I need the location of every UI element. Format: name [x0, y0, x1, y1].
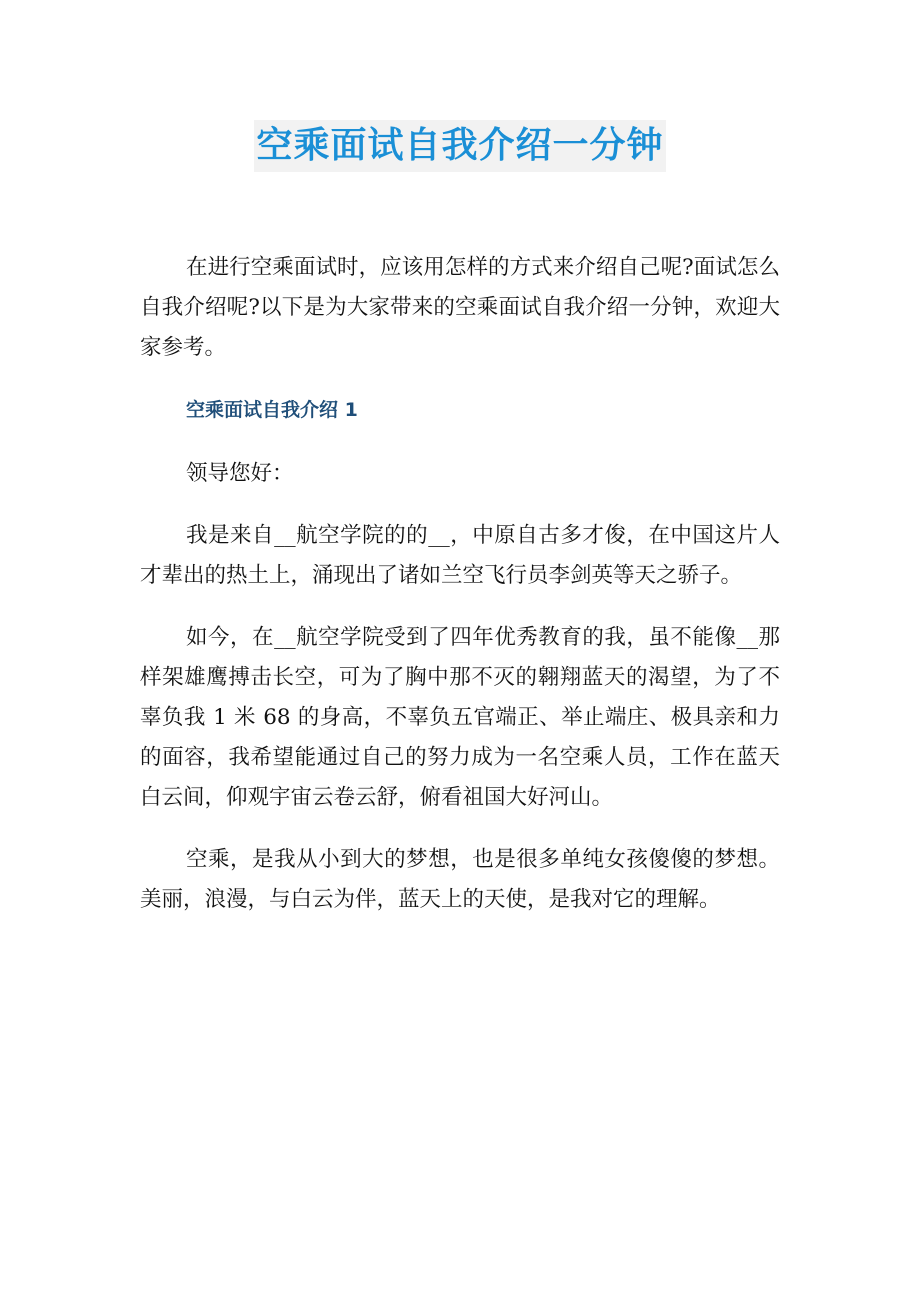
body-paragraph-1: 我是来自__航空学院的的__，中原自古多才俊，在中国这片人才辈出的热土上，涌现出了诸如兰空飞行员李剑英等天之骄子。 — [140, 523, 780, 588]
section-heading: 空乘面试自我介绍 1 — [186, 399, 358, 421]
intro-paragraph: 在进行空乘面试时，应该用怎样的方式来介绍自己呢?面试怎么自我介绍呢?以下是为大家带来的空乘面试自我介绍一分钟，欢迎大家参考。 — [140, 255, 780, 360]
greeting-paragraph: 领导您好： — [186, 461, 294, 486]
title-container — [0, 120, 920, 172]
body-paragraph-2: 如今，在__航空学院受到了四年优秀教育的我，虽不能像__那样架雄鹰搏击长空，可为了胸中那不灭的翱翔蓝天的渴望，为了不辜负我 1 米 68 的身高，不辜负五官端正、举止端庄、极具亲和力的面容，我希望能通过自己的努力成为一名空乘人员，工作在蓝天白云间，仰观宇宙云卷云舒，俯看祖国大好河山。 — [140, 625, 780, 810]
body-paragraph-3: 空乘，是我从小到大的梦想，也是很多单纯女孩傻傻的梦想。美丽，浪漫，与白云为伴，蓝天上的天使，是我对它的理解。 — [140, 847, 780, 912]
page-title: 空乘面试自我介绍一分钟 — [254, 120, 665, 172]
document-body — [140, 248, 780, 942]
